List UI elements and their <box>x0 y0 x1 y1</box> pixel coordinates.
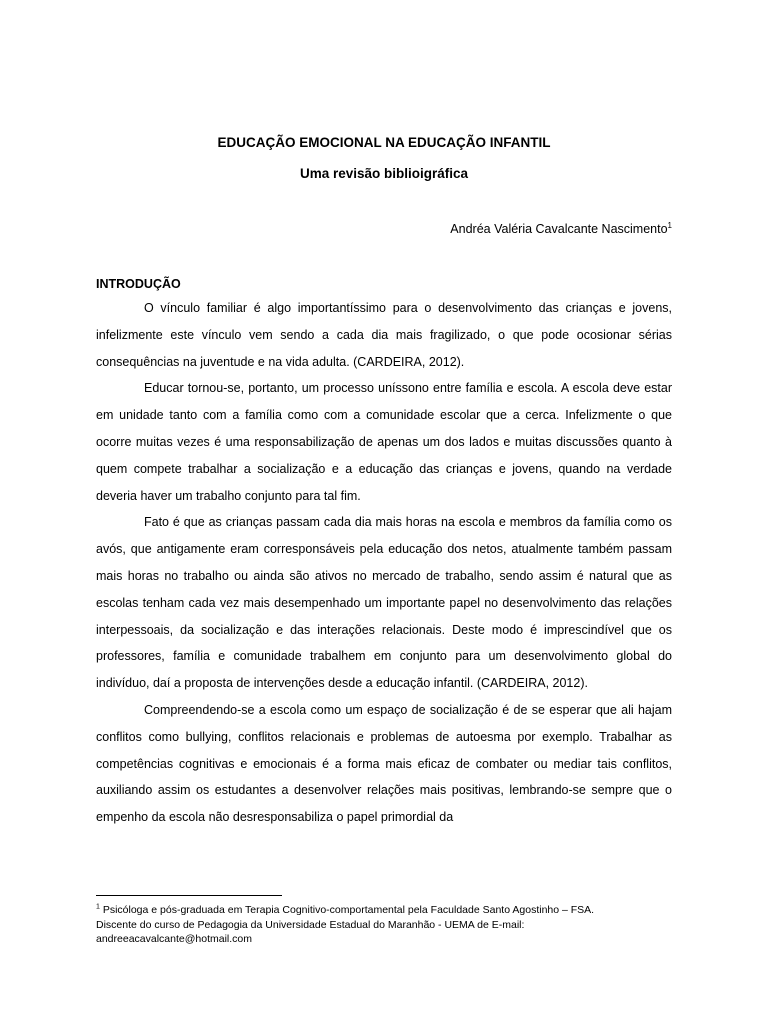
author-name: Andréa Valéria Cavalcante Nascimento <box>450 222 668 236</box>
author-footnote-marker: 1 <box>667 220 672 230</box>
footnote-text: Psicóloga e pós-graduada em Terapia Cognitivo-comportamental pela Faculdade Santo Agostinho – FSA. <box>99 904 595 916</box>
footnote-divider <box>96 895 282 896</box>
footnote <box>96 903 672 947</box>
section-heading: INTRODUÇÃO <box>96 277 181 291</box>
document-subtitle: Uma revisão biblioigráfica <box>299 166 469 181</box>
author-line <box>450 221 672 237</box>
footnote-marker: 1 <box>96 903 100 911</box>
footnote-line: Discente do curso de Pedagogia da Universidade Estadual do Maranhão - UEMA de E-mail: <box>96 918 525 931</box>
paragraph: O vínculo familiar é algo importantíssimo para o desenvolvimento das crianças e jovens, infelizmente este vínculo vem sendo a cada dia mais fragilizado, o que pode ocosionar sérias consequências na juventude e na vida adulta. (CARDEIRA, 2012). <box>96 301 672 369</box>
paragraph: Compreendendo-se a escola como um espaço de socialização é de se esperar que ali hajam conflitos como bullying, conflitos relacionais e problemas de autoesma por exemplo. Trabalhar as competências cognitivas e emocionais é a forma mais eficaz de combater ou mediar tais conflitos, auxiliando assim os estudantes a desenvolver relações mais positivas, lembrando-se sempre que o empenho da escola não desresponsabiliza o papel primordial da <box>96 702 672 825</box>
body-text <box>96 295 672 831</box>
footnote-line <box>96 903 672 918</box>
paragraph: Educar tornou-se, portanto, um processo uníssono entre família e escola. A escola deve estar em unidade tanto com a família como com a comunidade escolar que a cerca. Infelizmente o que ocorre muitas vezes é uma responsabilização de apenas um dos lados e muitas discussões quanto à quem compete trabalhar a socialização e a educação das crianças e jovens, quando na verdade deveria haver um trabalho conjunto para tal fim. <box>96 381 672 503</box>
paragraph: Fato é que as crianças passam cada dia mais horas na escola e membros da família como os avós, que antigamente eram corresponsáveis pela educação dos netos, atualmente também passam mais horas no trabalho ou ainda são ativos no mercado de trabalho, sendo assim é natural que as escolas tenham cada vez mais desempenhado um importante papel no desenvolvimento das relações interpessoais, da socialização e das interações relacionais. Deste modo é imprescindível que os professores, família e comunidade trabalhem em conjunto para um desenvolvimento global do indivíduo, daí a proposta de intervenções desde a educação infantil. (CARDEIRA, 2012). <box>96 515 672 691</box>
footnote-email: andreeacavalcante@hotmail.com <box>96 933 252 945</box>
document-title: EDUCAÇÃO EMOCIONAL NA EDUCAÇÃO INFANTIL <box>217 135 551 150</box>
